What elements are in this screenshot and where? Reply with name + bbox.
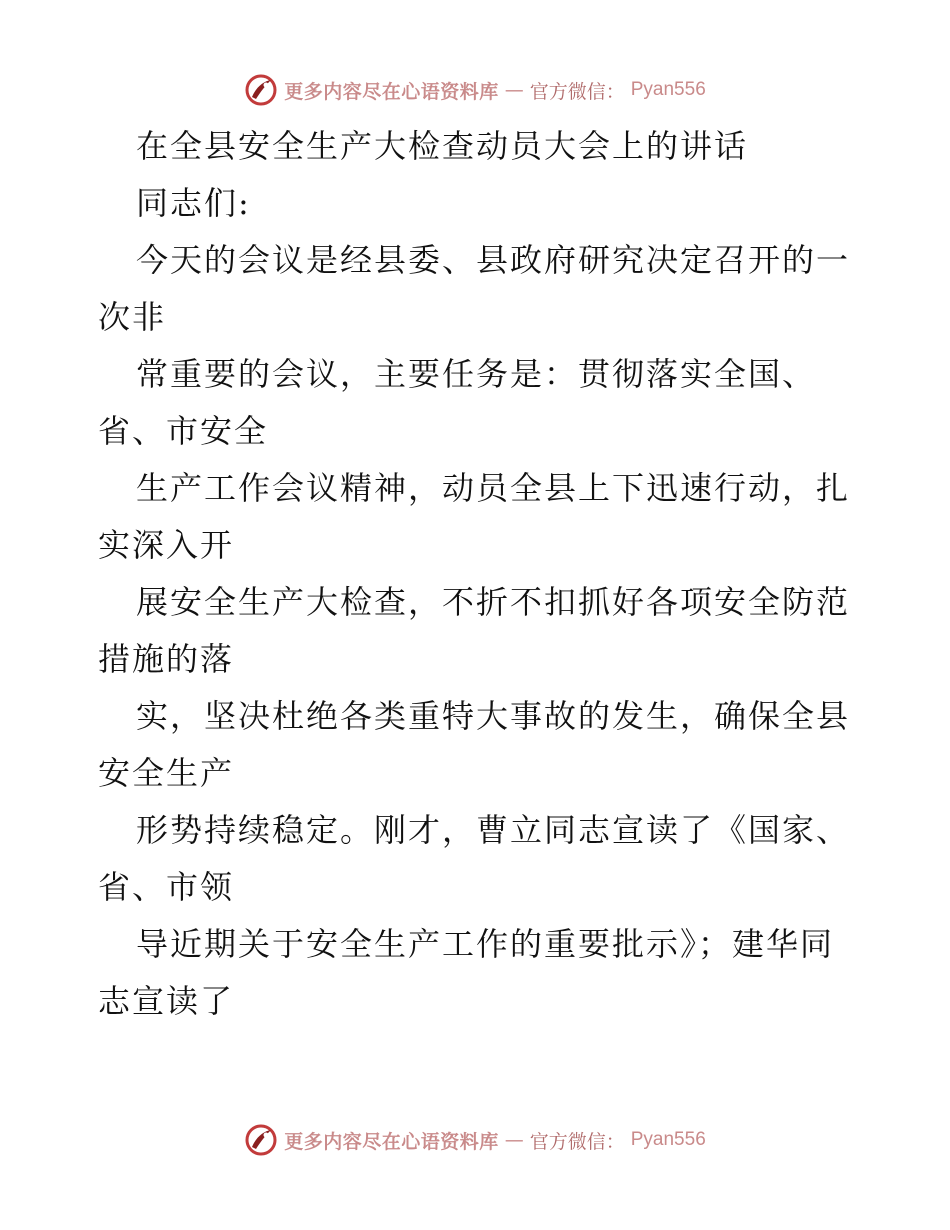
text-line: 省、市安全 xyxy=(98,412,269,450)
watermark-dash: — xyxy=(504,79,524,101)
text-line: 今天的会议是经县委、县政府研究决定召开的一 xyxy=(136,241,851,279)
text-line: 实深入开 xyxy=(98,526,235,564)
text-line: 安全生产 xyxy=(98,754,235,792)
text-line: 导近期关于安全生产工作的重要批示》；建华同 xyxy=(136,925,835,963)
text-line: 生产工作会议精神，动员全县上下迅速行动，扎 xyxy=(136,469,851,507)
text-line: 常重要的会议，主要任务是：贯彻落实全国、 xyxy=(136,355,817,393)
footer-watermark xyxy=(0,1120,950,1160)
text-line: 形势持续稳定。刚才，曹立同志宣读了《国家、 xyxy=(136,811,851,849)
text-line: 措施的落 xyxy=(98,640,235,678)
ink-brush-logo-icon xyxy=(244,73,278,107)
watermark-site-text: 更多内容尽在心语资料库 xyxy=(284,80,499,103)
text-line: 次非 xyxy=(98,298,167,336)
watermark-wechat-id: Pyan556 xyxy=(630,79,706,100)
watermark-dash: — xyxy=(504,1129,524,1151)
watermark-wechat-label: 官方微信： xyxy=(529,1130,625,1153)
text-line: 省、市领 xyxy=(98,868,235,906)
text-line: 志宣读了 xyxy=(98,982,235,1020)
header-watermark xyxy=(0,70,950,110)
salutation: 同志们: xyxy=(136,184,251,222)
text-line: 实，坚决杜绝各类重特大事故的发生，确保全县 xyxy=(136,697,851,735)
text-line: 展安全生产大检查，不折不扣抓好各项安全防范 xyxy=(136,583,851,621)
ink-brush-logo-icon xyxy=(244,1123,278,1157)
document-body xyxy=(98,118,858,1030)
watermark-wechat-id: Pyan556 xyxy=(630,1129,706,1150)
watermark-wechat-label: 官方微信： xyxy=(529,80,625,103)
document-title: 在全县安全生产大检查动员大会上的讲话 xyxy=(136,127,749,165)
watermark-site-text: 更多内容尽在心语资料库 xyxy=(284,1130,499,1153)
